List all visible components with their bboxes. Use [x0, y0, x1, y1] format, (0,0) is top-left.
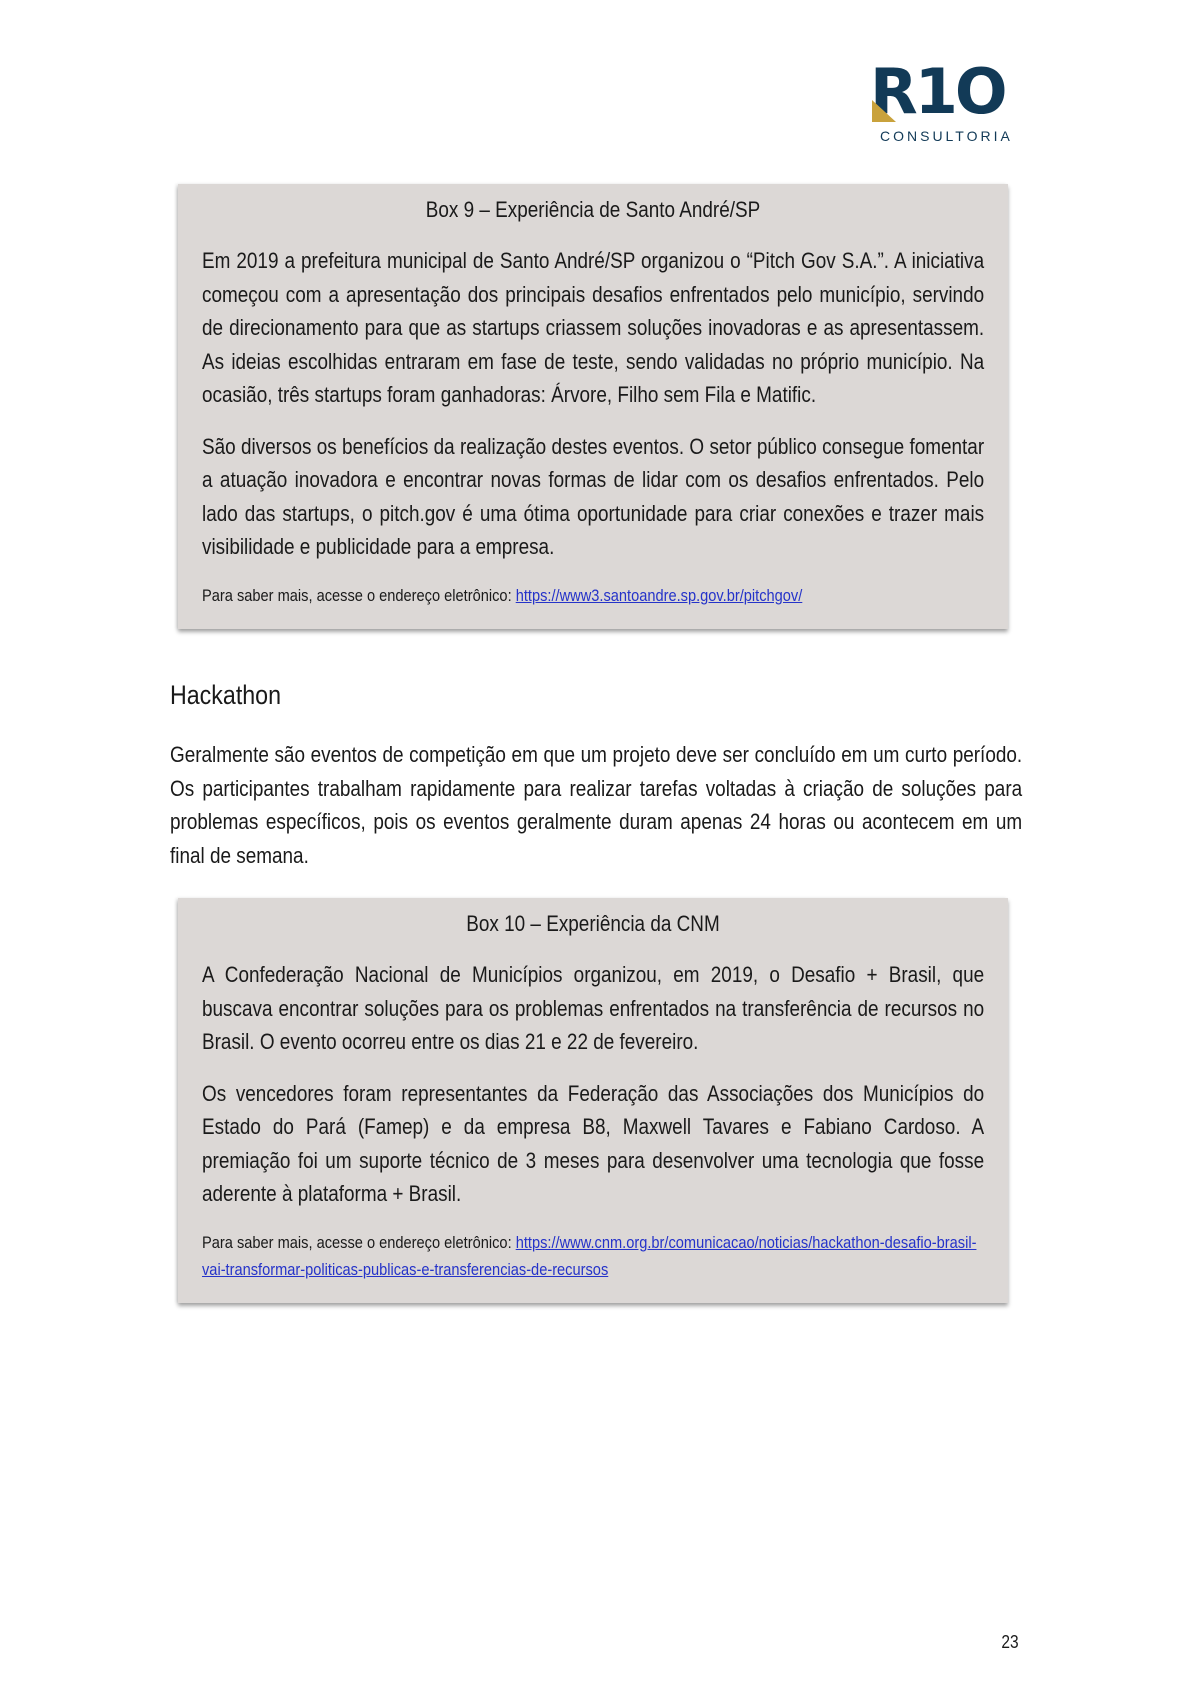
- box-9-title: Box 9 – Experiência de Santo André/SP: [425, 197, 761, 222]
- section-title-hackathon: Hackathon: [170, 680, 282, 710]
- box-10: [178, 898, 1008, 1303]
- box-9-paragraph-2: São diversos os benefícios da realização destes eventos. O setor público consegue fomentar a atuação inovadora e encontrar novas formas de lidar com os desafios enfrentados. Pelo lado das startups, o pitch.gov é uma ótima oportunidade para criar conexões e trazer mais visibilidade e publicidade para a empresa.: [202, 433, 985, 559]
- box-9-note-prefix: Para saber mais, acesse o endereço eletrônico:: [202, 585, 516, 605]
- box-10-link[interactable]: https://www.cnm.org.br/comunicacao/noticias/hackathon-desafio-brasil-vai-transformar-politicas-publicas-e-transferencias-de-recursos: [202, 1232, 977, 1279]
- hackathon-body: [170, 738, 1022, 890]
- box-9-note: [202, 582, 984, 609]
- box-10-title: Box 10 – Experiência da CNM: [466, 911, 720, 936]
- logo-mark: R1O: [870, 55, 1005, 128]
- logo-subtitle: CONSULTORIA: [880, 128, 1013, 144]
- box-10-note-prefix: Para saber mais, acesse o endereço eletrônico:: [202, 1232, 516, 1252]
- box-9-link[interactable]: https://www3.santoandre.sp.gov.br/pitchgov/: [515, 585, 803, 605]
- box-10-paragraph-1: A Confederação Nacional de Municípios organizou, em 2019, o Desafio + Brasil, que buscava encontrar soluções para os problemas enfrentados na transferência de recursos no Brasil. O evento ocorreu entre os dias 21 e 22 de fevereiro.: [202, 962, 985, 1054]
- company-logo: [870, 55, 1020, 150]
- box-10-paragraph-2: Os vencedores foram representantes da Federação das Associações dos Municípios do Estado do Pará (Famep) e da empresa B8, Maxwell Tavares e Fabiano Cardoso. A premiação foi um suporte técnico de 3 meses para desenvolver uma tecnologia que fosse aderente à plataforma + Brasil.: [202, 1080, 985, 1206]
- hackathon-paragraph: Geralmente são eventos de competição em que um projeto deve ser concluído em um curto período. Os participantes trabalham rapidamente para realizar tarefas voltadas à criação de soluções para problemas específicos, pois os eventos geralmente duram apenas 24 horas ou acontecem em um final de semana.: [170, 742, 1023, 868]
- box-10-note: [202, 1229, 984, 1283]
- box-9: [178, 184, 1008, 629]
- page-number: 23: [1001, 1632, 1019, 1652]
- box-9-paragraph-1: Em 2019 a prefeitura municipal de Santo André/SP organizou o “Pitch Gov S.A.”. A iniciativa começou com a apresentação dos principais desafios enfrentados pelo município, servindo de direcionamento para que as startups criassem soluções inovadoras e as apresentassem. As ideias escolhidas entraram em fase de teste, sendo validadas no próprio município. Na ocasião, três startups foram ganhadoras: Árvore, Filho sem Fila e Matific.: [202, 248, 985, 407]
- logo-gold-accent: [872, 100, 896, 122]
